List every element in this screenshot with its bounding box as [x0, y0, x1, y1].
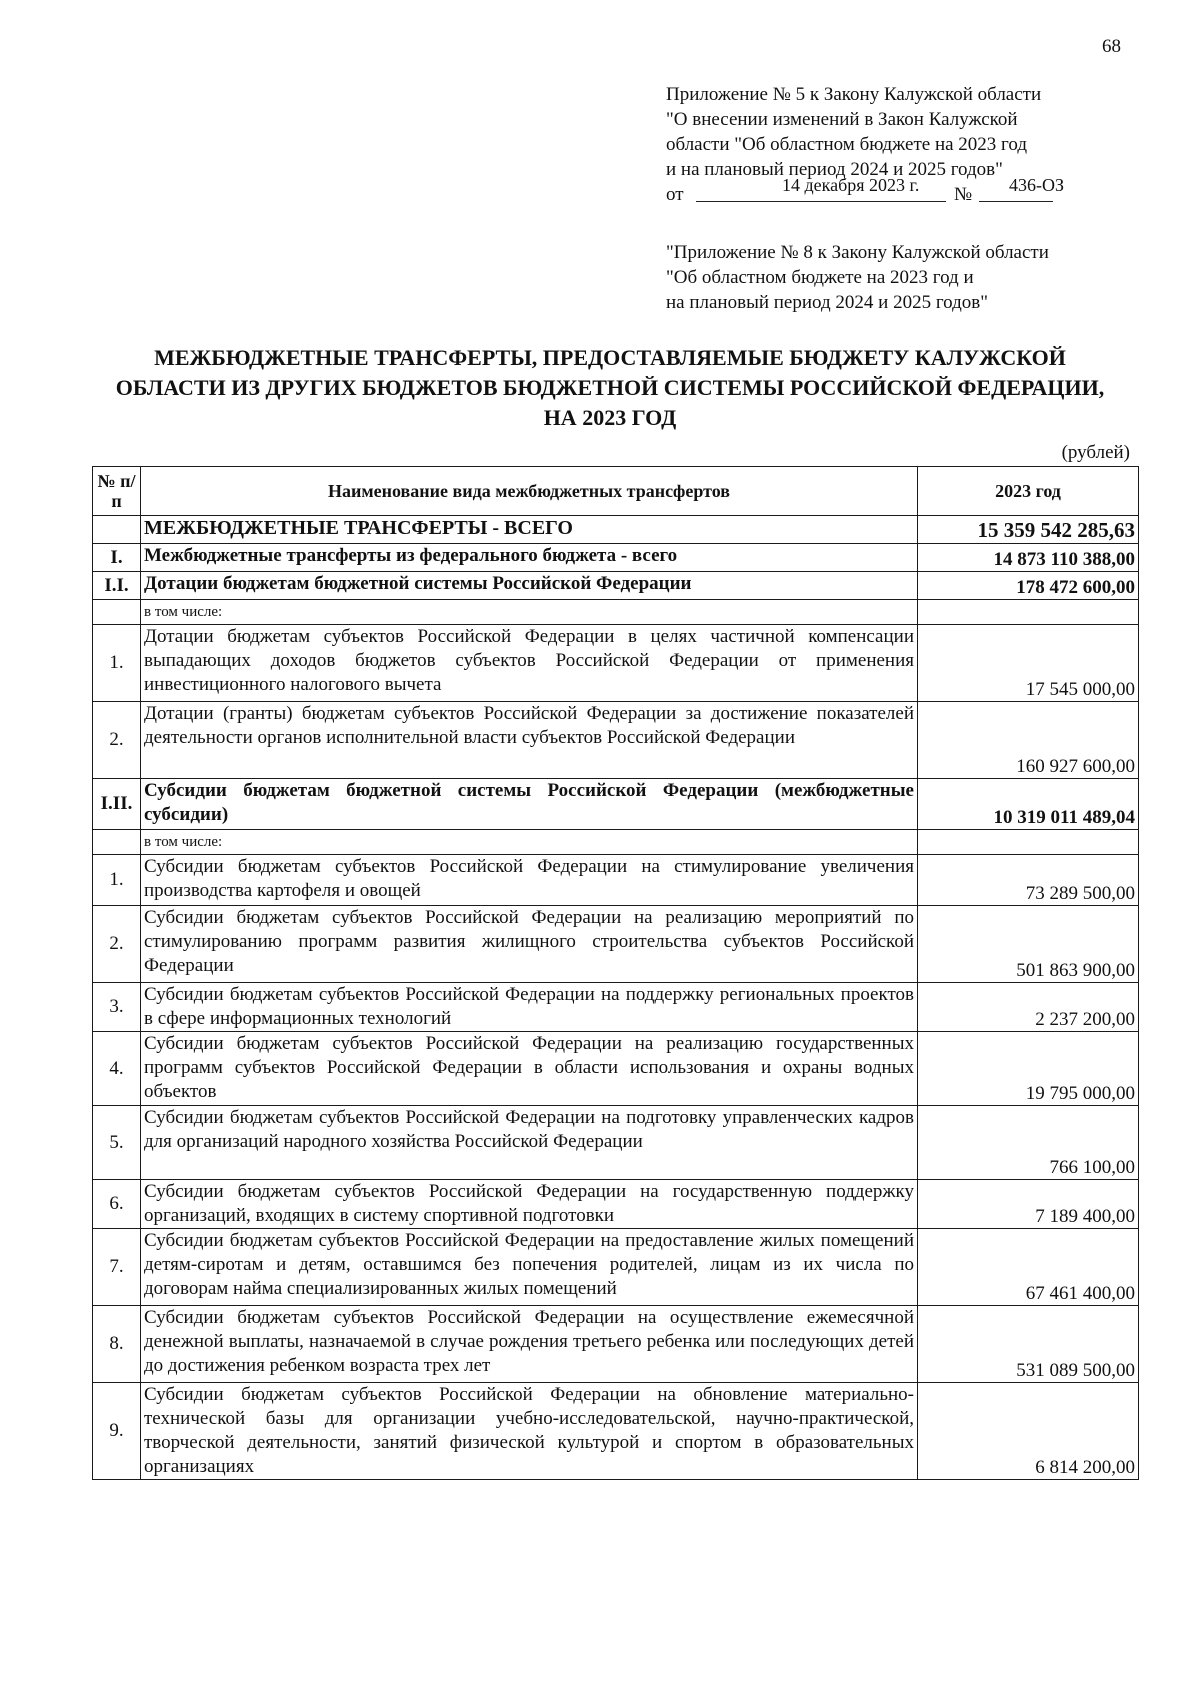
header-number: № п/п [93, 467, 141, 516]
header-year: 2023 год [918, 467, 1139, 516]
number-underline [979, 201, 1053, 202]
row-name: МЕЖБЮДЖЕТНЫЕ ТРАНСФЕРТЫ - ВСЕГО [141, 516, 918, 544]
row-value: 17 545 000,00 [918, 625, 1139, 702]
row-name: Субсидии бюджетам субъектов Российской Федерации на обновление материально-технической базы для организации учебно-исследовательской, научно-практической, творческой деятельности, занятий физической культурой и спортом в образовательных организациях [141, 1383, 918, 1480]
table-row [93, 1383, 1139, 1480]
row-number: 4. [93, 1032, 141, 1106]
table-row [93, 1032, 1139, 1106]
row-number: 6. [93, 1180, 141, 1229]
row-number [93, 516, 141, 544]
row-value: 67 461 400,00 [918, 1229, 1139, 1306]
row-number: 2. [93, 906, 141, 983]
appendix-8-line: "Об областном бюджете на 2023 год и [666, 267, 974, 288]
table-row [93, 1306, 1139, 1383]
table-header-row [93, 467, 1139, 516]
appendix-5-line: области "Об областном бюджете на 2023 год [666, 134, 1027, 155]
appendix-8-line: "Приложение № 8 к Закону Калужской области [666, 242, 1049, 263]
table-row [93, 830, 1139, 855]
row-number: 1. [93, 625, 141, 702]
row-name: Субсидии бюджетам субъектов Российской Федерации на осуществление ежемесячной денежной выплаты, назначаемой в случае рождения третьего ребенка или последующих детей до достижения ребенком возраста трех лет [141, 1306, 918, 1383]
document-title: МЕЖБЮДЖЕТНЫЕ ТРАНСФЕРТЫ, ПРЕДОСТАВЛЯЕМЫЕ БЮДЖЕТУ КАЛУЖСКОЙ ОБЛАСТИ ИЗ ДРУГИХ БЮДЖЕТОВ БЮДЖЕТНОЙ СИСТЕМЫ РОССИЙСКОЙ ФЕДЕРАЦИИ, НА 2023 ГОД [115, 345, 1105, 430]
row-value: 766 100,00 [918, 1106, 1139, 1180]
table-row [93, 1180, 1139, 1229]
appendix-5-line: и на плановый период 2024 и 2025 годов" [666, 159, 1003, 180]
law-number: 436-ОЗ [1009, 175, 1065, 195]
unit-label: (рублей) [1061, 442, 1130, 463]
row-value: 501 863 900,00 [918, 906, 1139, 983]
appendix-5-header [666, 82, 1136, 207]
table-row [93, 779, 1139, 830]
row-name: Субсидии бюджетам бюджетной системы Российской Федерации (межбюджетные субсидии) [141, 779, 918, 830]
row-value: 160 927 600,00 [918, 702, 1139, 779]
appendix-5-line: Приложение № 5 к Закону Калужской области [666, 84, 1042, 105]
date-prefix: от [666, 184, 684, 205]
appendix-5-line: "О внесении изменений в Закон Калужской [666, 109, 1018, 130]
row-name: Субсидии бюджетам субъектов Российской Федерации на реализацию мероприятий по стимулированию программ развития жилищного строительства субъектов Российской Федерации [141, 906, 918, 983]
row-number: 7. [93, 1229, 141, 1306]
page-number: 68 [1102, 36, 1121, 57]
row-name: Субсидии бюджетам субъектов Российской Федерации на реализацию государственных программ субъектов Российской Федерации в области использования и охраны водных объектов [141, 1032, 918, 1106]
number-sign: № [954, 184, 973, 205]
row-number: 9. [93, 1383, 141, 1480]
row-number: 1. [93, 855, 141, 906]
table-row [93, 1229, 1139, 1306]
table-row [93, 702, 1139, 779]
table-row [93, 1106, 1139, 1180]
header-name: Наименование вида межбюджетных трансфертов [141, 467, 918, 516]
table-row [93, 983, 1139, 1032]
row-value: 14 873 110 388,00 [918, 544, 1139, 572]
row-name: Дотации бюджетам бюджетной системы Российской Федерации [141, 572, 918, 600]
row-number: I. [93, 544, 141, 572]
row-value: 73 289 500,00 [918, 855, 1139, 906]
table-row [93, 600, 1139, 625]
row-name: Субсидии бюджетам субъектов Российской Федерации на государственную поддержку организаций, входящих в систему спортивной подготовки [141, 1180, 918, 1229]
table-row [93, 516, 1139, 544]
row-value: 10 319 011 489,04 [918, 779, 1139, 830]
row-name: Межбюджетные трансферты из федерального бюджета - всего [141, 544, 918, 572]
row-name: Дотации (гранты) бюджетам субъектов Российской Федерации за достижение показателей деятельности органов исполнительной власти субъектов Российской Федерации [141, 702, 918, 779]
table-row [93, 906, 1139, 983]
row-value: 531 089 500,00 [918, 1306, 1139, 1383]
row-name: Субсидии бюджетам субъектов Российской Федерации на стимулирование увеличения производства картофеля и овощей [141, 855, 918, 906]
row-name: Субсидии бюджетам субъектов Российской Федерации на предоставление жилых помещений детям-сиротам и детям, оставшимся без попечения родителей, лицам из их числа по договорам найма специализированных жилых помещений [141, 1229, 918, 1306]
transfers-table [92, 466, 1139, 1480]
row-name: Субсидии бюджетам субъектов Российской Федерации на поддержку региональных проектов в сфере информационных технологий [141, 983, 918, 1032]
law-date-number-line [666, 175, 1136, 207]
row-value: 7 189 400,00 [918, 1180, 1139, 1229]
row-value [918, 600, 1139, 625]
row-name: Дотации бюджетам субъектов Российской Федерации в целях частичной компенсации выпадающих доходов бюджетов субъектов Российской Федерации от применения инвестиционного налогового вычета [141, 625, 918, 702]
row-name: Субсидии бюджетам субъектов Российской Федерации на подготовку управленческих кадров для организаций народного хозяйства Российской Федерации [141, 1106, 918, 1180]
row-name: в том числе: [141, 600, 918, 625]
appendix-8-header [666, 240, 1136, 315]
table-row [93, 544, 1139, 572]
row-value: 15 359 542 285,63 [918, 516, 1139, 544]
row-number [93, 600, 141, 625]
row-value: 19 795 000,00 [918, 1032, 1139, 1106]
table-row [93, 625, 1139, 702]
date-underline [696, 201, 946, 202]
row-value [918, 830, 1139, 855]
row-number: 5. [93, 1106, 141, 1180]
row-name: в том числе: [141, 830, 918, 855]
row-number: I.I. [93, 572, 141, 600]
row-number: 8. [93, 1306, 141, 1383]
row-number: I.II. [93, 779, 141, 830]
table-row [93, 855, 1139, 906]
row-number: 3. [93, 983, 141, 1032]
row-number [93, 830, 141, 855]
law-date: 14 декабря 2023 г. [782, 175, 920, 195]
row-value: 6 814 200,00 [918, 1383, 1139, 1480]
appendix-8-line: на плановый период 2024 и 2025 годов" [666, 292, 988, 313]
row-value: 2 237 200,00 [918, 983, 1139, 1032]
table-row [93, 572, 1139, 600]
row-number: 2. [93, 702, 141, 779]
row-value: 178 472 600,00 [918, 572, 1139, 600]
